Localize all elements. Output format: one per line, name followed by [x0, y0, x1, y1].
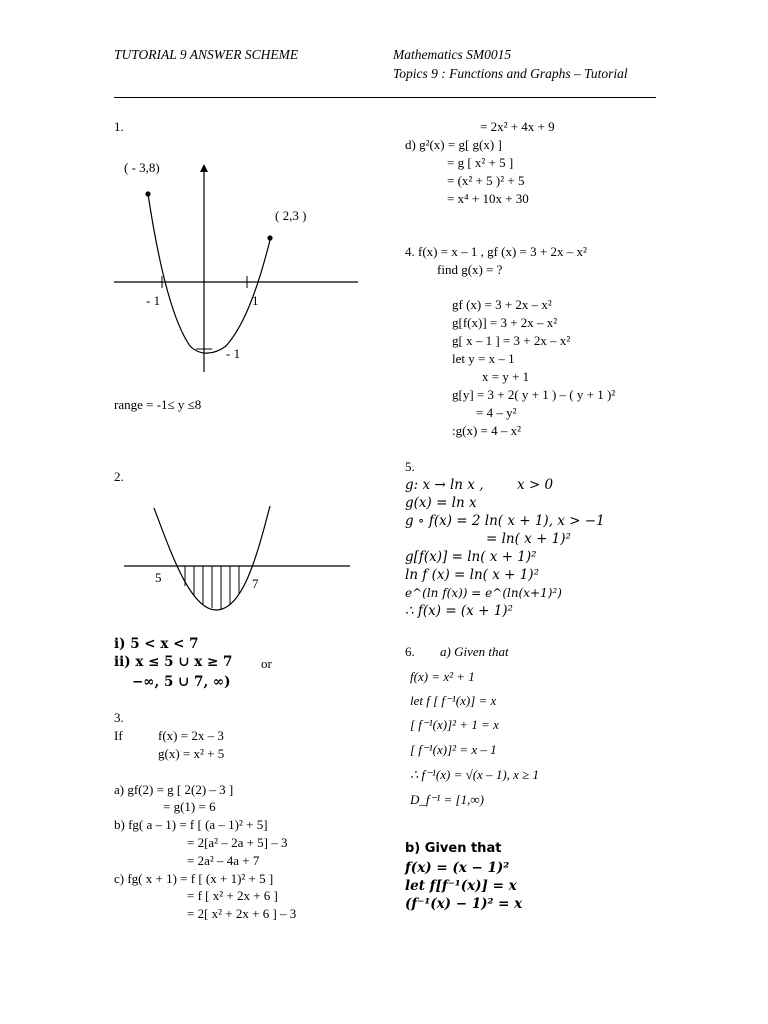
- q3-c1: c) fg( x + 1) = f [ (x + 1)² + 5 ]: [114, 871, 274, 886]
- q6-b2: let f[f⁻¹(x)] = x: [405, 878, 517, 894]
- q6-b1: f(x) = (x − 1)²: [405, 860, 510, 876]
- q3-d1: d) g²(x) = g[ g(x) ]: [405, 137, 502, 152]
- q3-b2: = 2[a² – 2a + 5] – 3: [187, 835, 288, 850]
- q3-if: If: [114, 728, 123, 743]
- q6-a-title: a) Given that: [440, 644, 509, 659]
- header-divider: [114, 97, 656, 98]
- q6-a4: [ f⁻¹(x)]² = x – 1: [410, 742, 497, 757]
- q6-a5: ∴ f⁻¹(x) = √(x – 1), x ≥ 1: [410, 767, 540, 782]
- q4-s6: g[y] = 3 + 2( y + 1 ) – ( y + 1 )²: [452, 387, 616, 402]
- q4-s4: let y = x – 1: [452, 351, 515, 366]
- q1-endpoint-left: [145, 191, 150, 196]
- q5-l6: ln f (x) = ln( x + 1)²: [405, 567, 539, 583]
- q5-l8: ∴ f(x) = (x + 1)²: [405, 603, 513, 619]
- q1-point-a: ( - 3,8): [124, 160, 160, 175]
- q4-line1: 4. f(x) = x – 1 , gf (x) = 3 + 2x – x²: [405, 244, 587, 259]
- q3-a1: a) gf(2) = g [ 2(2) – 3 ]: [114, 782, 234, 797]
- q3-c3: = 2[ x² + 2x + 6 ] – 3: [187, 906, 297, 921]
- q2-shading: [185, 566, 239, 609]
- q3-g: g(x) = x² + 5: [158, 746, 225, 761]
- q3-c4: = 2x² + 4x + 9: [480, 119, 555, 134]
- q1-label-neg1-y: - 1: [226, 346, 241, 361]
- q5-l5: g[f(x)] = ln( x + 1)²: [405, 549, 537, 565]
- q6-a6: D_f⁻¹ = [1,∞): [410, 792, 484, 807]
- q3-number: 3.: [114, 710, 124, 725]
- q5-l3: g ∘ f(x) = 2 ln( x + 1), x > −1: [405, 513, 605, 529]
- q5-l4: = ln( x + 1)²: [486, 531, 571, 547]
- q1-graph: [110, 150, 370, 390]
- q4-s8: :g(x) = 4 – x²: [452, 423, 521, 438]
- q5-number: 5.: [405, 459, 415, 474]
- q2-answer-ii: ii) x ≤ 5 ∪ x ≥ 7: [114, 654, 233, 670]
- q3-c2: = f [ x² + 2x + 6 ]: [187, 888, 278, 903]
- q3-b3: = 2a² – 4a + 7: [187, 853, 260, 868]
- q2-answer-i: i) 5 < x < 7: [114, 636, 199, 652]
- q2-answer-iii: −∞, 5 ∪ 7, ∞): [132, 674, 231, 690]
- q4-s3: g[ x – 1 ] = 3 + 2x – x²: [452, 333, 571, 348]
- q2-graph: [120, 500, 360, 620]
- q3-b1: b) fg( a – 1) = f [ (a – 1)² + 5]: [114, 817, 268, 832]
- q4-s1: gf (x) = 3 + 2x – x²: [452, 297, 552, 312]
- q6-b-title: b) Given that: [405, 841, 502, 856]
- q1-endpoint-right: [267, 235, 272, 240]
- header-topic: Topics 9 : Functions and Graphs – Tutorial: [393, 66, 628, 81]
- q2-number: 2.: [114, 469, 124, 484]
- q4-s5: x = y + 1: [482, 369, 530, 384]
- q1-label-pos1-x: 1: [252, 293, 259, 308]
- header-title-left: TUTORIAL 9 ANSWER SCHEME: [114, 47, 299, 62]
- q4-s7: = 4 – y²: [476, 405, 517, 420]
- q1-y-arrow: [200, 164, 208, 172]
- q3-d3: = (x² + 5 )² + 5: [447, 173, 525, 188]
- q5-l7: e^(ln f(x)) = e^(ln(x+1)²): [405, 586, 562, 600]
- q3-a2: = g(1) = 6: [163, 799, 216, 814]
- q6-a2: let f [ f⁻¹(x)] = x: [410, 693, 497, 708]
- q3-f: f(x) = 2x – 3: [158, 728, 224, 743]
- q1-label-neg1-x: - 1: [146, 293, 161, 308]
- q2-label-5: 5: [155, 570, 162, 585]
- q2-or: or: [261, 656, 272, 671]
- q6-a3: [ f⁻¹(x)]² + 1 = x: [410, 717, 499, 732]
- q5-l1b: x > 0: [517, 477, 554, 493]
- q3-d4: = x⁴ + 10x + 30: [447, 191, 529, 206]
- q6-number: 6.: [405, 644, 415, 659]
- header-course: Mathematics SM0015: [393, 47, 512, 62]
- q4-s2: g[f(x)] = 3 + 2x – x²: [452, 315, 558, 330]
- q1-curve: [148, 194, 270, 353]
- q1-point-b: ( 2,3 ): [275, 208, 307, 223]
- q2-label-7: 7: [252, 576, 259, 591]
- q3-d2: = g [ x² + 5 ]: [447, 155, 514, 170]
- q4-line2: find g(x) = ?: [437, 262, 503, 277]
- q1-range: range = -1≤ y ≤8: [114, 397, 202, 412]
- q6-a1: f(x) = x² + 1: [410, 669, 475, 684]
- q5-l2: g(x) = ln x: [405, 495, 477, 511]
- q6-b3: (f⁻¹(x) − 1)² = x: [405, 896, 523, 912]
- q1-number: 1.: [114, 119, 124, 134]
- q5-l1a: g: x → ln x ,: [405, 477, 484, 493]
